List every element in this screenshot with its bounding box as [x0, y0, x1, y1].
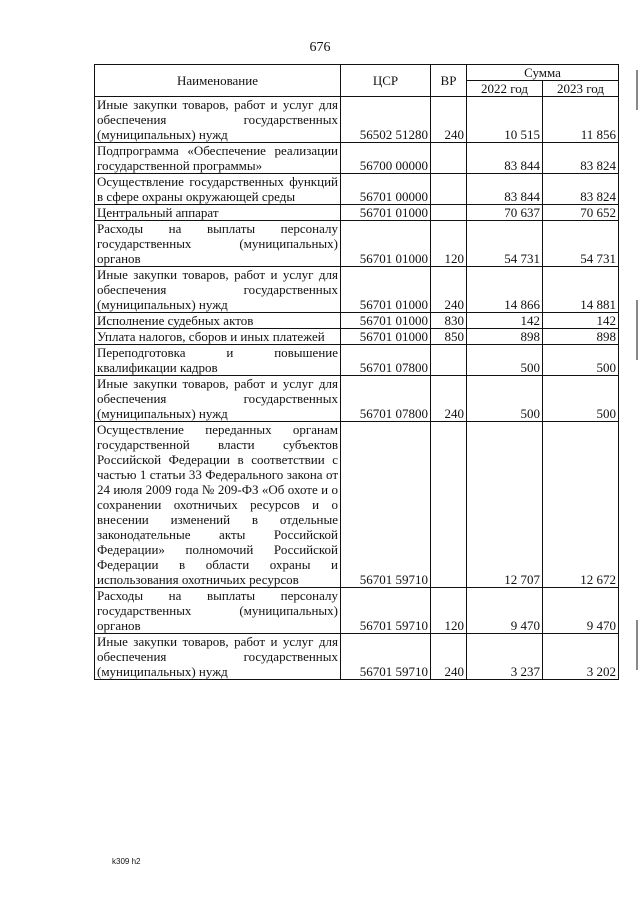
row-vr: 240 [431, 634, 467, 680]
row-csr: 56701 59710 [341, 588, 431, 634]
row-name: Центральный аппарат [95, 205, 341, 221]
header-csr: ЦСР [341, 65, 431, 97]
row-sum-2022: 83 844 [467, 174, 543, 205]
row-sum-2023: 83 824 [543, 143, 619, 174]
row-csr: 56701 07800 [341, 376, 431, 422]
header-vr: ВР [431, 65, 467, 97]
table-row [95, 345, 619, 376]
row-sum-2023: 14 881 [543, 267, 619, 313]
row-sum-2022: 12 707 [467, 422, 543, 588]
row-csr: 56502 51280 [341, 97, 431, 143]
row-sum-2022: 54 731 [467, 221, 543, 267]
table-row [95, 329, 619, 345]
row-csr: 56700 00000 [341, 143, 431, 174]
row-sum-2022: 83 844 [467, 143, 543, 174]
header-sum: Сумма [467, 65, 619, 81]
row-csr: 56701 00000 [341, 174, 431, 205]
row-csr: 56701 59710 [341, 422, 431, 588]
row-name: Уплата налогов, сборов и иных платежей [95, 329, 341, 345]
row-sum-2022: 3 237 [467, 634, 543, 680]
row-csr: 56701 01000 [341, 205, 431, 221]
row-sum-2023: 3 202 [543, 634, 619, 680]
row-vr: 240 [431, 376, 467, 422]
row-name: Иные закупки товаров, работ и услуг для обеспечения государственных (муниципальных) нужд [95, 376, 341, 422]
row-name: Иные закупки товаров, работ и услуг для обеспечения государственных (муниципальных) нужд [95, 634, 341, 680]
row-vr [431, 345, 467, 376]
row-sum-2023: 54 731 [543, 221, 619, 267]
header-year-2023: 2023 год [543, 81, 619, 97]
budget-table [94, 64, 619, 680]
row-name: Осуществление государственных функций в сфере охраны окружающей среды [95, 174, 341, 205]
row-sum-2022: 14 866 [467, 267, 543, 313]
row-name: Подпрограмма «Обеспечение реализации государственной программы» [95, 143, 341, 174]
table-row [95, 422, 619, 588]
row-sum-2023: 898 [543, 329, 619, 345]
row-sum-2023: 83 824 [543, 174, 619, 205]
row-csr: 56701 01000 [341, 221, 431, 267]
row-sum-2023: 9 470 [543, 588, 619, 634]
row-name: Расходы на выплаты персоналу государственных (муниципальных) органов [95, 221, 341, 267]
row-vr: 850 [431, 329, 467, 345]
row-name: Осуществление переданных органам государственной власти субъектов Российской Федерации в соответствии с частью 1 статьи 33 Федерального закона от 24 июля 2009 года № 209-ФЗ «Об охоте и о сохранении охотничьих ресурсов и о внесении изменений в отдельные законодательные акты Российской Федерации» полномочий Российской Федерации в области охраны и использования охотничьих ресурсов [95, 422, 341, 588]
table-row [95, 634, 619, 680]
row-name: Иные закупки товаров, работ и услуг для обеспечения государственных (муниципальных) нужд [95, 267, 341, 313]
row-sum-2022: 10 515 [467, 97, 543, 143]
row-sum-2023: 12 672 [543, 422, 619, 588]
row-name: Переподготовка и повышение квалификации кадров [95, 345, 341, 376]
table-body [95, 97, 619, 680]
row-sum-2023: 70 652 [543, 205, 619, 221]
table-header [95, 65, 619, 97]
row-sum-2022: 898 [467, 329, 543, 345]
row-vr [431, 143, 467, 174]
scan-edge-mark [636, 70, 638, 110]
header-year-2022: 2022 год [467, 81, 543, 97]
row-csr: 56701 01000 [341, 313, 431, 329]
row-sum-2022: 70 637 [467, 205, 543, 221]
row-sum-2023: 500 [543, 376, 619, 422]
page-number: 676 [309, 40, 331, 55]
row-vr: 120 [431, 221, 467, 267]
row-csr: 56701 59710 [341, 634, 431, 680]
row-vr [431, 422, 467, 588]
row-name: Расходы на выплаты персоналу государственных (муниципальных) органов [95, 588, 341, 634]
row-vr: 120 [431, 588, 467, 634]
table-row [95, 174, 619, 205]
row-sum-2023: 142 [543, 313, 619, 329]
table-row [95, 588, 619, 634]
row-vr [431, 174, 467, 205]
table-row [95, 313, 619, 329]
row-name: Иные закупки товаров, работ и услуг для обеспечения государственных (муниципальных) нужд [95, 97, 341, 143]
scan-edge-mark [636, 300, 638, 360]
row-sum-2023: 500 [543, 345, 619, 376]
row-name: Исполнение судебных актов [95, 313, 341, 329]
table-row [95, 205, 619, 221]
row-csr: 56701 01000 [341, 267, 431, 313]
row-vr: 830 [431, 313, 467, 329]
row-vr: 240 [431, 97, 467, 143]
row-sum-2022: 500 [467, 376, 543, 422]
row-csr: 56701 07800 [341, 345, 431, 376]
table-row [95, 221, 619, 267]
row-vr: 240 [431, 267, 467, 313]
row-sum-2022: 500 [467, 345, 543, 376]
row-sum-2022: 9 470 [467, 588, 543, 634]
row-sum-2022: 142 [467, 313, 543, 329]
row-vr [431, 205, 467, 221]
row-csr: 56701 01000 [341, 329, 431, 345]
scan-edge-mark [636, 620, 638, 670]
table-row [95, 143, 619, 174]
footer-code: k309 h2 [112, 857, 141, 866]
table-row [95, 267, 619, 313]
table-row [95, 97, 619, 143]
header-name: Наименование [95, 65, 341, 97]
table-row [95, 376, 619, 422]
row-sum-2023: 11 856 [543, 97, 619, 143]
